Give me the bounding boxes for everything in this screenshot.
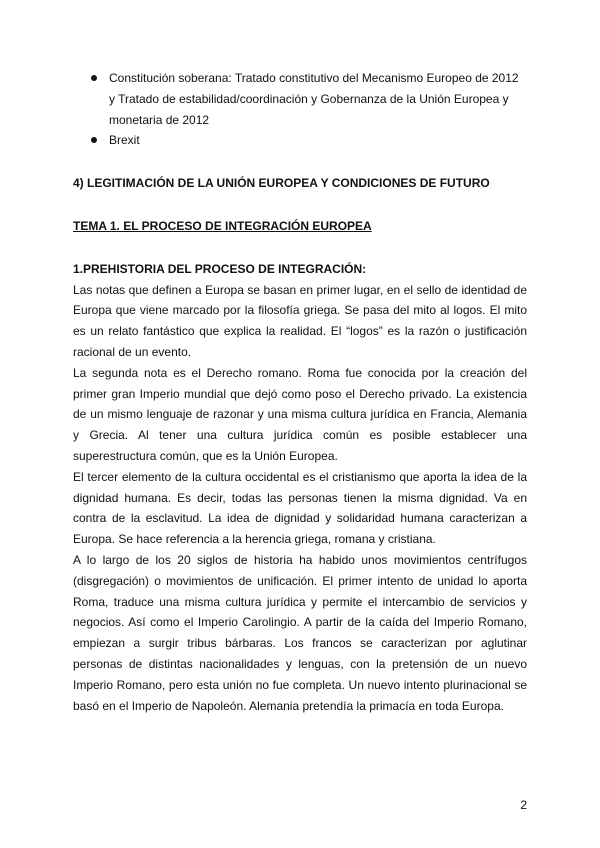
document-page (73, 68, 527, 716)
paragraph: A lo largo de los 20 siglos de historia ha habido unos movimientos centrífugos (disgregación) o movimientos de unificación. El primer intento de unidad lo aporta Roma, traduce una misma cultura jurídica y permite el intercambio de servicios y negocios. Así como el Imperio Carolingio. A partir de la caída del Imperio Romano, empiezan a surgir tribus bárbaras. Los francos se caracterizan por aglutinar personas de distintas nacionalidades y lenguas, con la pretensión de un nuevo Imperio Romano, pero esta unión no fue completa. Un nuevo intento plurinacional se basó en el Imperio de Napoleón. Alemania pretendía la primacía en toda Europa. (73, 552, 527, 713)
bullet-list (73, 68, 527, 151)
subheading: 1.PREHISTORIA DEL PROCESO DE INTEGRACIÓN: (73, 261, 367, 276)
section-heading: 4) LEGITIMACIÓN DE LA UNIÓN EUROPEA Y CONDICIONES DE FUTURO (73, 176, 490, 191)
list-item (73, 130, 527, 151)
bullet-text: Brexit (109, 133, 140, 148)
bullet-icon (91, 75, 97, 81)
topic-heading: TEMA 1. EL PROCESO DE INTEGRACIÓN EUROPEA (73, 218, 372, 233)
bullet-text: Constitución soberana: Tratado constitutivo del Mecanismo Europeo de 2012 y Tratado de estabilidad/coordinación y Gobernanza de la Unión Europea y monetaria de 2012 (109, 71, 519, 127)
list-item (73, 68, 527, 130)
paragraph: El tercer elemento de la cultura occidental es el cristianismo que aporta la idea de la dignidad humana. Es decir, todas las personas tienen la misma dignidad. Va en contra de la esclavitud. La idea de dignidad y solidaridad humana caracterizan a Europa. Se hace referencia a la herencia griega, romana y cristiana. (73, 469, 527, 547)
bullet-icon (91, 137, 97, 143)
page-number: 2 (520, 798, 527, 812)
paragraph: Las notas que definen a Europa se basan en primer lugar, en el sello de identidad de Europa que viene marcado por la filosofía griega. Se pasa del mito al logos. El mito es un relato fantástico que explica la realidad. El “logos” es la razón o justificación racional de un evento. (73, 282, 527, 359)
paragraph: La segunda nota es el Derecho romano. Roma fue conocida por la creación del primer gran Imperio mundial que dejó como poso el Derecho privado. La existencia de un mismo lenguaje de razonar y una misma cultura jurídica en Francia, Alemania y Grecia. Al tener una cultura jurídica común es posible establecer una superestructura común, que es la Unión Europea. (73, 365, 527, 463)
